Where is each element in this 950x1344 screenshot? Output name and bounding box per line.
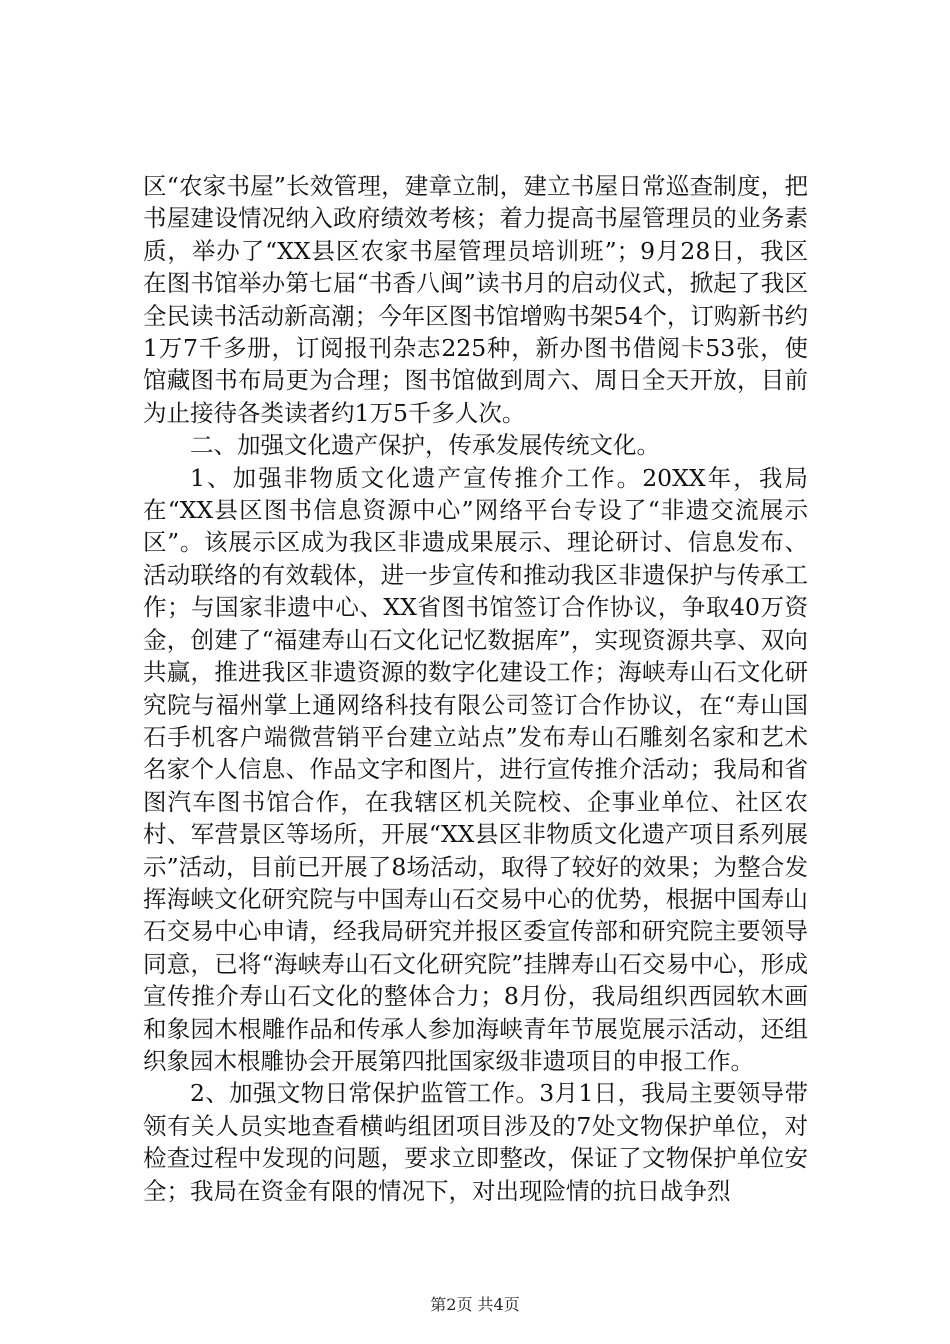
paragraph-relic-protection: 2、加强文物日常保护监管工作。3月1日，我局主要领导带领有关人员实地查看横屿组团项目涉及的7处文物保护单位，对检查过程中发现的问题，要求立即整改，保证了文物保护单位安全；我局在资金有限的情况下，对出现险情的抗日战争烈 xyxy=(143,1079,808,1205)
paragraph-intangible-heritage: 1、加强非物质文化遗产宣传推介工作。20XX年，我局在“XX县区图书信息资源中心”网络平台专设了“非遗交流展示区”。该展示区成为我区非遗成果展示、理论研讨、信息发布、活动联络的有效载体，进一步宣传和推动我区非遗保护与传承工作；与国家非遗中心、XX省图书馆签订合作协议，争取40万资金，创建了“福建寿山石文化记忆数据库”，实现资源共享、双向共赢，推进我区非遗资源的数字化建设工作；海峡寿山石文化研究院与福州掌上通网络科技有限公司签订合作协议，在“寿山国石手机客户端微营销平台建立站点”发布寿山石雕刻名家和艺术名家个人信息、作品文字和图片，进行宣传推介活动；我局和省图汽车图书馆合作，在我辖区机关院校、企事业单位、社区农村、军营景区等场所，开展“XX县区非物质文化遗产项目系列展示”活动，目前已开展了8场活动，取得了较好的效果；为整合发挥海峡文化研究院与中国寿山石交易中心的优势，根据中国寿山石交易中心申请，经我局研究并报区委宣传部和研究院主要领导同意，已将“海峡寿山石文化研究院”挂牌寿山石交易中心，形成宣传推介寿山石文化的整体合力；8月份，我局组织西园软木画和象园木根雕作品和传承人参加海峡青年节展览展示活动，还组织象园木根雕协会开展第四批国家级非遗项目的申报工作。 xyxy=(143,463,808,1075)
document-body xyxy=(143,170,808,1207)
paragraph-library-management: 区“农家书屋”长效管理，建章立制，建立书屋日常巡查制度，把书屋建设情况纳入政府绩效考核；着力提高书屋管理员的业务素质，举办了“XX县区农家书屋管理员培训班”；9月28日，我区在图书馆举办第七届“书香八闽”读书月的启动仪式，掀起了我区全民读书活动新高潮；今年区图书馆增购书架54个，订购新书约1万7千多册，订阅报刊杂志225种，新办图书借阅卡53张，使馆藏图书布局更为合理；图书馆做到周六、周日全天开放，目前为止接待各类读者约1万5千多人次。 xyxy=(143,172,808,427)
section-heading-cultural-heritage: 二、加强文化遗产保护，传承发展传统文化。 xyxy=(190,431,660,460)
page-footer: 第2页 共4页 xyxy=(430,1295,520,1314)
